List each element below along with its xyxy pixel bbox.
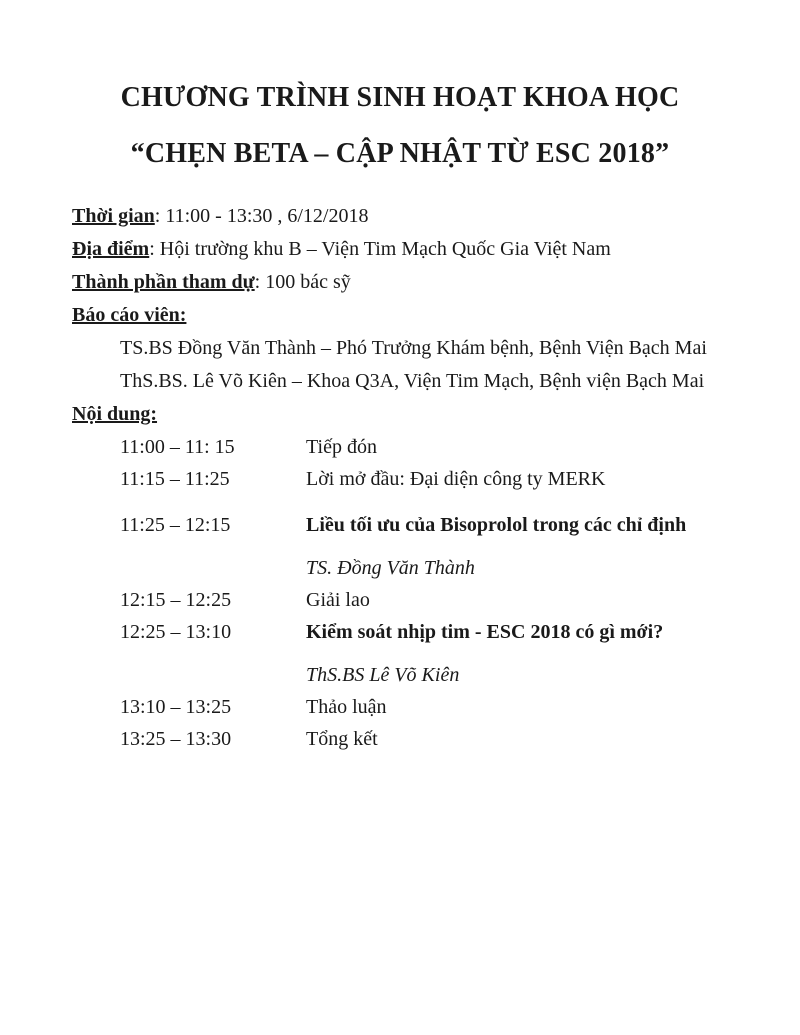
agenda-row-8	[72, 691, 728, 723]
agenda-description: Giải lao	[306, 589, 370, 611]
agenda-time	[120, 552, 306, 584]
agenda-row-1	[72, 431, 728, 463]
meta-row-location	[72, 233, 728, 266]
agenda-description: Lời mở đầu: Đại diện công ty MERK	[306, 468, 606, 490]
meta-row-time	[72, 200, 728, 233]
agenda-row-4	[72, 552, 728, 584]
agenda-time: 12:15 – 12:25	[120, 589, 232, 611]
document-title-block	[72, 84, 728, 168]
agenda-description: Kiểm soát nhịp tim - ESC 2018 có gì mới?	[306, 621, 664, 643]
agenda-row-9	[72, 723, 728, 755]
agenda-time: 12:25 – 13:10	[120, 621, 232, 643]
agenda-time: 11:00 – 11: 15	[120, 436, 235, 458]
agenda-row-5	[72, 584, 728, 616]
meta-value-attendees: : 100 bác sỹ	[254, 271, 351, 293]
agenda-row-7	[72, 659, 728, 691]
agenda-row-3	[72, 509, 728, 541]
document-title-line2: “CHẸN BETA – CẬP NHẬT TỪ ESC 2018”	[130, 138, 670, 169]
meta-value-location: : Hội trường khu B – Viện Tim Mạch Quốc Gia Việt Nam	[149, 238, 611, 260]
agenda-description: Tiếp đón	[306, 436, 377, 458]
agenda-time	[120, 659, 306, 691]
meta-row-attendees	[72, 266, 728, 299]
document-title-line1: CHƯƠNG TRÌNH SINH HOẠT KHOA HỌC	[120, 82, 680, 113]
meta-label-location: Địa điểm	[72, 238, 150, 260]
agenda-time: 11:25 – 12:15	[120, 514, 231, 536]
agenda-description: TS. Đồng Văn Thành	[306, 557, 475, 579]
meta-value-time: : 11:00 - 13:30 , 6/12/2018	[154, 205, 369, 227]
agenda-time: 13:10 – 13:25	[120, 696, 232, 718]
agenda-description: Tổng kết	[306, 728, 378, 750]
agenda-row-2	[72, 463, 728, 495]
agenda-heading: Nội dung:	[72, 403, 158, 425]
agenda-time: 11:15 – 11:25	[120, 468, 230, 490]
agenda-description: ThS.BS Lê Võ Kiên	[306, 664, 460, 686]
speaker-line-2: ThS.BS. Lê Võ Kiên – Khoa Q3A, Viện Tim Mạch, Bệnh viện Bạch Mai	[120, 370, 705, 392]
speakers-heading: Báo cáo viên:	[72, 304, 187, 326]
agenda-description: Liều tối ưu của Bisoprolol trong các chỉ định	[306, 514, 687, 536]
speaker-line-1: TS.BS Đồng Văn Thành – Phó Trưởng Khám bệnh, Bệnh Viện Bạch Mai	[120, 337, 707, 359]
agenda-time: 13:25 – 13:30	[120, 728, 232, 750]
agenda-row-6	[72, 616, 728, 648]
meta-label-time: Thời gian	[72, 205, 155, 227]
meta-label-attendees: Thành phần tham dự	[72, 271, 255, 293]
agenda-description: Thảo luận	[306, 696, 387, 718]
